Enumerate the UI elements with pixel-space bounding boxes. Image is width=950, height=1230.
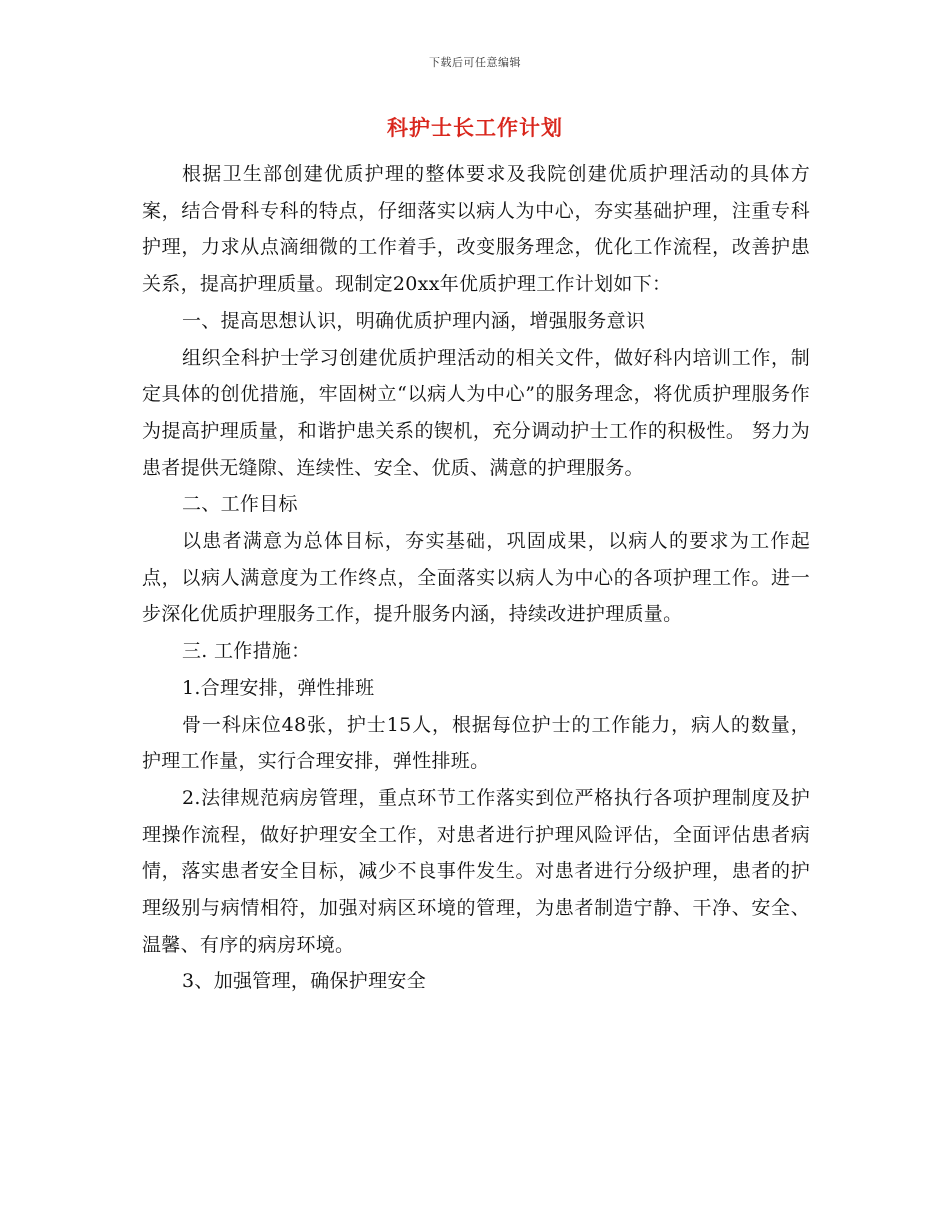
paragraph-intro: 根据卫生部创建优质护理的整体要求及我院创建优质护理活动的具体方案，结合骨科专科的特点，仔细落实以病人为中心，夯实基础护理，注重专科护理，力求从点滴细微的工作着手，改变服务理念，优化工作流程，改善护患关系，提高护理质量。现制定20xx年优质护理工作计划如下： <box>142 163 810 296</box>
paragraph-sub-1: 骨一科床位48张，护士15人，根据每位护士的工作能力，病人的数量，护理工作量，实行合理安排，弹性排班。 <box>142 713 810 773</box>
subheading-3: 3、加强管理，确保护理安全 <box>182 970 426 993</box>
section-heading-3: 三. 工作措施： <box>182 640 311 663</box>
document-title: 科护士长工作计划 <box>387 115 563 140</box>
section-heading-1: 一、提高思想认识，明确优质护理内涵，增强服务意识 <box>182 309 646 332</box>
paragraph-section-1: 组织全科护士学习创建优质护理活动的相关文件，做好科内培训工作，制定具体的创优措施，牢固树立“以病人为中心”的服务理念，将优质护理服务作为提高护理质量，和谐护患关系的锲机，充分调动护士工作的积极性。 努力为患者提供无缝隙、连续性、安全、优质、满意的护理服务。 <box>142 346 810 479</box>
section-heading-2: 二、工作目标 <box>182 493 298 516</box>
paragraph-section-2: 以患者满意为总体目标，夯实基础，巩固成果，以病人的要求为工作起点，以病人满意度为工作终点，全面落实以病人为中心的各项护理工作。进一步深化优质护理服务工作，提升服务内涵，持续改进护理质量。 <box>142 530 810 626</box>
document-body <box>142 156 810 1000</box>
subheading-1: 1.合理安排，弹性排班 <box>182 676 375 699</box>
header-note: 下载后可任意编辑 <box>429 56 521 69</box>
paragraph-sub-2: 2.法律规范病房管理，重点环节工作落实到位严格执行各项护理制度及护理操作流程，做好护理安全工作，对患者进行护理风险评估，全面评估患者病情，落实患者安全目标，减少不良事件发生。对患者进行分级护理，患者的护理级别与病情相符，加强对病区环境的管理，为患者制造宁静、干净、安全、温馨、有序的病房环境。 <box>142 786 810 956</box>
